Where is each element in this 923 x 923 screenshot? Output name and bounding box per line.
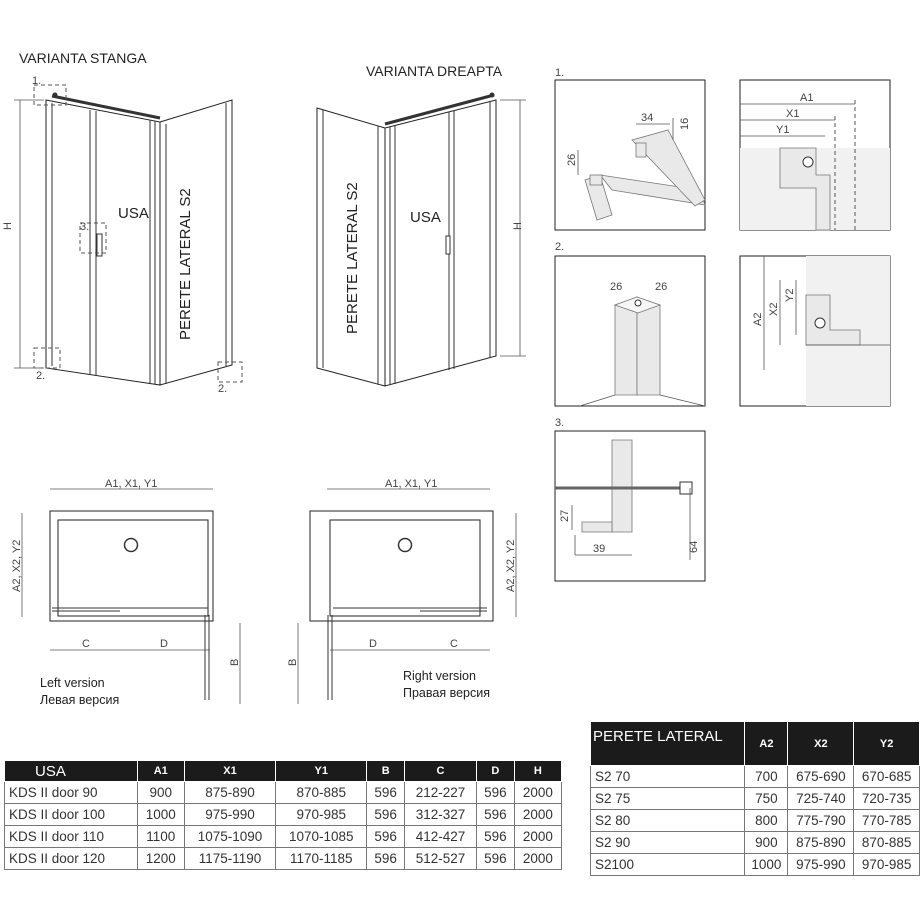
detail-1b-y1: Y1: [776, 124, 790, 136]
left-plan-b: B: [229, 658, 241, 666]
table-cell: 775-790: [788, 810, 854, 832]
table-cell: 870-885: [276, 782, 367, 804]
table-row: [5, 826, 562, 848]
detail-3-dim-27: 27: [559, 509, 571, 522]
detail-3-dim-64: 64: [688, 540, 700, 553]
col-x2: X2: [788, 722, 854, 766]
left-variant-title: VARIANTA STANGA: [19, 50, 147, 66]
table-header-row: [591, 722, 920, 766]
table-cell: 770-785: [854, 810, 920, 832]
table-cell: 596: [477, 848, 515, 870]
table-row: [591, 766, 920, 788]
left-plan-view: [11, 478, 241, 707]
left-door-label: USA: [118, 205, 149, 222]
table-cell: KDS II door 90: [5, 782, 138, 804]
table-cell: 596: [477, 782, 515, 804]
table-cell: 596: [367, 782, 405, 804]
table-cell: 725-740: [788, 788, 854, 810]
table-cell: 1175-1190: [184, 848, 275, 870]
table-cell: 2000: [514, 826, 561, 848]
table-cell: 975-990: [788, 854, 854, 876]
col-usa: USA: [5, 761, 138, 782]
side-panel-table: [590, 721, 920, 876]
detail-1-dim-26: 26: [566, 153, 578, 166]
detail-2-label: 2.: [555, 241, 565, 253]
right-door-label: USA: [410, 209, 441, 226]
table-cell: 512-527: [404, 848, 476, 870]
col-y1: Y1: [276, 761, 367, 782]
table-row: [5, 848, 562, 870]
detail-2b: [740, 256, 890, 406]
right-variant-title: VARIANTA DREAPTA: [366, 63, 503, 79]
detail-2: [555, 256, 705, 406]
table-cell: 720-735: [854, 788, 920, 810]
table-cell: 2000: [514, 782, 561, 804]
right-plan-b: B: [287, 658, 299, 666]
table-cell: 596: [367, 826, 405, 848]
detail-1-dim-16: 16: [679, 117, 691, 130]
detail-1-label: 1.: [555, 67, 565, 79]
left-plan-c: C: [82, 638, 90, 650]
col-y2: Y2: [854, 722, 920, 766]
right-variant-elevation: [317, 93, 526, 387]
col-h: H: [514, 761, 561, 782]
table-cell: KDS II door 110: [5, 826, 138, 848]
right-side-panel-label: PERETE LATERAL S2: [344, 182, 361, 334]
table-cell: 212-227: [404, 782, 476, 804]
table-cell: 700: [745, 766, 788, 788]
detail-2-dim-b: 26: [655, 281, 668, 293]
col-b: B: [367, 761, 405, 782]
left-plan-side-dim: A2, X2, Y2: [11, 539, 23, 592]
left-plan-d: D: [160, 638, 168, 650]
table-cell: 875-890: [184, 782, 275, 804]
right-version-ru: Правая версия: [403, 686, 490, 700]
right-plan-side-dim: A2, X2, Y2: [505, 539, 517, 592]
left-callout-2b: 2.: [218, 383, 228, 395]
table-cell: 1000: [745, 854, 788, 876]
detail-3-dim-39: 39: [593, 543, 606, 555]
table-cell: 1070-1085: [276, 826, 367, 848]
table-cell: 1075-1090: [184, 826, 275, 848]
col-x1: X1: [184, 761, 275, 782]
table-cell: 900: [745, 832, 788, 854]
table-row: [591, 854, 920, 876]
table-cell: 900: [137, 782, 184, 804]
col-a2: A2: [745, 722, 788, 766]
detail-2-dim-a: 26: [610, 281, 623, 293]
table-header-row: [5, 761, 562, 782]
table-cell: 1170-1185: [276, 848, 367, 870]
table-cell: 596: [477, 826, 515, 848]
right-plan-d: D: [369, 638, 377, 650]
table-cell: 970-985: [854, 854, 920, 876]
table-cell: KDS II door 120: [5, 848, 138, 870]
detail-1-dim-34: 34: [641, 112, 654, 124]
left-plan-top-dim: A1, X1, Y1: [105, 478, 158, 490]
col-c: C: [404, 761, 476, 782]
col-a1: A1: [137, 761, 184, 782]
table-cell: KDS II door 100: [5, 804, 138, 826]
table-cell: 670-685: [854, 766, 920, 788]
detail-1b-a1: A1: [800, 92, 814, 104]
right-plan-c: C: [450, 638, 458, 650]
left-height-label: H: [2, 222, 14, 230]
table-cell: 596: [367, 804, 405, 826]
right-version-en: Right version: [403, 669, 476, 683]
table-cell: 1200: [137, 848, 184, 870]
table-cell: 412-427: [404, 826, 476, 848]
table-cell: S2 90: [591, 832, 745, 854]
table-row: [591, 810, 920, 832]
col-perete-lateral: PERETE LATERAL: [591, 722, 745, 766]
detail-2b-x2: X2: [768, 302, 780, 316]
detail-1: [555, 80, 705, 230]
detail-2b-a2: A2: [752, 312, 764, 326]
table-row: [5, 782, 562, 804]
left-version-ru: Левая версия: [40, 693, 120, 707]
table-cell: 975-990: [184, 804, 275, 826]
table-cell: 596: [477, 804, 515, 826]
door-dimensions-table: [4, 760, 562, 870]
table-cell: 675-690: [788, 766, 854, 788]
left-callout-2a: 2.: [36, 370, 46, 382]
right-plan-view: [287, 478, 517, 704]
table-cell: 1000: [137, 804, 184, 826]
table-cell: 800: [745, 810, 788, 832]
left-version-en: Left version: [40, 676, 105, 690]
detail-3: [555, 431, 705, 581]
table-cell: S2 70: [591, 766, 745, 788]
detail-1b-x1: X1: [786, 108, 800, 120]
table-cell: 2000: [514, 848, 561, 870]
left-variant-elevation: [2, 75, 242, 395]
table-cell: S2100: [591, 854, 745, 876]
table-cell: 2000: [514, 804, 561, 826]
left-callout-1: 1.: [32, 75, 42, 87]
table-cell: 970-985: [276, 804, 367, 826]
left-callout-3: 3.: [80, 221, 90, 233]
detail-2b-y2: Y2: [784, 288, 796, 302]
detail-3-label: 3.: [555, 417, 565, 429]
right-height-label: H: [512, 222, 524, 230]
table-cell: 312-327: [404, 804, 476, 826]
col-d: D: [477, 761, 515, 782]
table-cell: 596: [367, 848, 405, 870]
detail-1b: [740, 80, 890, 230]
table-row: [591, 832, 920, 854]
table-row: [591, 788, 920, 810]
table-row: [5, 804, 562, 826]
table-cell: 870-885: [854, 832, 920, 854]
table-cell: 1100: [137, 826, 184, 848]
table-cell: S2 75: [591, 788, 745, 810]
table-cell: 750: [745, 788, 788, 810]
table-cell: S2 80: [591, 810, 745, 832]
table-cell: 875-890: [788, 832, 854, 854]
right-plan-top-dim: A1, X1, Y1: [385, 478, 438, 490]
left-side-panel-label: PERETE LATERAL S2: [177, 188, 194, 340]
